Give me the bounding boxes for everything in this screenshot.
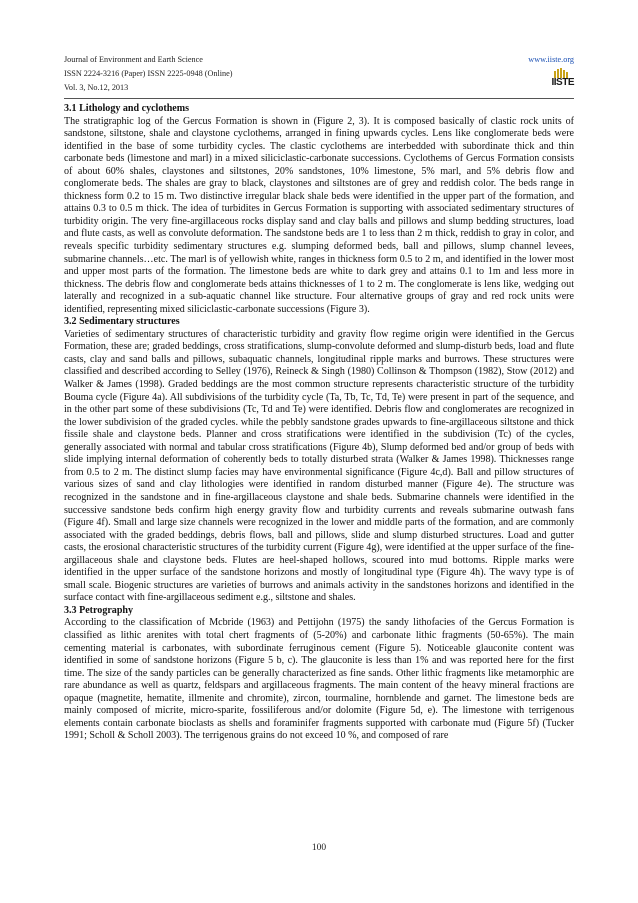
- section-paragraph: Varieties of sedimentary structures of characteristic turbidity and gravity flow regime origin were identified in the Gercus Formation, these are; graded beddings, cross stratifications, slump-convolute deformed and slump-disturb beds, load and flute casts, clay and sand balls and pillows, subaquatic channels, longitudinal ripple marks and burrows. These structures were classified and described according to Selley (1976), Reineck & Singh (1980) Collinson & Thompson (1982), Stow (2012) and Walker & James (1998). Graded beddings are the most common structure represents characteristic structure of the turbidity Bouma cycle (Figure 4a). All subdivisions of the turbidity cycle (Ta, Tb, Tc, Td, Te) were present in part of the sequence, and in the other part some of these subdivisions (Tc, Td and Te) were identified. Debris flow and conglomerates are recognized in the lower subdivision of the graded cycles. while the pebbly sandstone grades upwards to fine-argillaceous siltstone and thick fissile shale and claystone beds. Planner and cross stratifications were identified in the subdivision (Tc) of the cycles, generally associated with normal and tabular cross stratifications (Figure 4b), Slump deformed bed and/or group of beds with slide implying internal deformation of coherently beds to totally disturbed strata (Walker & James 1998). Thicknesses range from 0.5 to 2 m. The distinct slump facies may have environmental significance (Figure 4c,d). Ball and pillow structures of various sizes of sand and clay lithologies were identified in random disturbed manner (Figure 4e). The structure was recognized in the sandstone and in fine-argillaceous claystone and shale beds. Submarine channels were identified in the successive sandstone beds confirm high energy gravity flow and turbidity currents and reveals submarine outwash fans (Figure 4f). Small and large size channels were recognized in the lower and middle parts of the formation, and are commonly associated with the graded beddings, debris flows, ball and pillows, slide and slump disturbed structures. Load and gutter casts, the erosional characteristic structures of the turbidity current (Figure 4g), were identified at the upper surface of the fine-argillaceous shale and claystone beds. Flutes are heel-shaped hollows, scoured into mud bottoms. Ripple marks were identified in the upper surface of the sandstone horizons and mostly of longitudinal type (Figure 4h). The wavy type is of small scale. Biogenic structures are varieties of burrows and animals activity in the sandstones horizons and identified in the surface contact with fine-argillaceous sediment e.g., siltstone and shales.: [64, 328, 574, 604]
- logo-wordmark: IISTE: [551, 77, 574, 88]
- section-paragraph: According to the classification of Mcbride (1963) and Pettijohn (1975) the sandy lithofacies of the Gercus Formation is classified as lithic arenites with total chert fragments of (5-20%) and carbonate lithic fragments (50-65%). The main cementing material is carbonates, with subordinate ferruginous cement (Figure 5). Noticeable glauconite content was identified in some of sandstone horizons (Figure 5 b, c). The glauconite is less than 1% and was reported here for the first time. The size of the sandy particles can be generally characterized as fine sands. Other lithic fragments like metamorphic are rare abundance as well as quartz, feldspars and argillaceous fragments. The main content of the heavy mineral fractions are opaque (magnetite, hematite, illmenite and chromite), zircon, tourmaline, hornblende and garnet. The limestone beds are mainly composed of micrite, micro-sparite, fossiliferous and/or dolomite (Figure 5d, e). The limestone with terrigenous elements contain carbonate bioclasts as shells and foraminifer fragments supported with carbonate mud (Figure 5f) (Tucker 1991; Scholl & Scholl 2003). The terrigenous grains do not exceed 10 %, and composed of rare: [64, 617, 574, 742]
- section-paragraph: The stratigraphic log of the Gercus Formation is shown in (Figure 2, 3). It is composed basically of clastic rock units of sandstone, siltstone, shale and claystone cyclothems, arranged in fining upwards cycles. Lens like conglomerate beds were identified in the base of some turbidity cycles. The clastic cyclothems are interbedded with subordinate thick and thin carbonate beds (limestone and marl) in a mixed siliciclastic-carbonate successions. Cyclothems of Gercus Formation consists of about 60% shales, claystones and siltstones, 20% sandstones, 10% limestone, 5% marl, and 5% debris flow and conglomerate beds. The shales are gray to black, claystones and siltstones are of grey and reddish color. The beds range in thickness form 0.2 to 15 m. Two distinctive irregular black shale beds were identified in the upper part of the formation, and attains 0.3 to 0.5 m thick. The idea of turbidites in Gercus Formation is supporting with associated sedimentary structures of turbidity origin. The very fine-argillaceous rocks display sand and clay balls and pillows and slump bedding structures, load and flute casts, as well as convolute deformation. The sandstone beds are 1 to less than 2 m thick, reddish to gray in color, and reveals specific turbidity sedimentary structures e.g. slumping deformed beds, ball and pillows, slump channel levees, submarine channels…etc. The marl is of yellowish white, ranges in thickness form 0.5 to 2 m, and identified in the lower most and upper most parts of the formation. The limestone beds are white to dark grey and attains 0.1 to 1m and less more in thickness. The debris flow and conglomerate beds attains thicknesses of 1 to 2 m. The conglomerate is lens like, wedging out laterally and recognized in a sub-aquatic channel like structure. Four alternative groups of gray and red rock units were identified, representing mixed siliciclastic-carbonate successions (Figure 3).: [64, 115, 574, 315]
- volume-line: Vol. 3, No.12, 2013: [64, 83, 129, 92]
- journal-title: Journal of Environment and Earth Science: [64, 55, 203, 64]
- section-heading: 3.3 Petrography: [64, 604, 134, 616]
- iiste-logo: [548, 68, 574, 90]
- header-right: [528, 53, 574, 67]
- page-header: [64, 53, 574, 103]
- page-number: 100: [311, 843, 327, 853]
- journal-url-link[interactable]: www.iiste.org: [528, 55, 574, 64]
- section-heading: 3.2 Sedimentary structures: [64, 316, 180, 328]
- article-body: [64, 103, 574, 743]
- issn-line: ISSN 2224-3216 (Paper) ISSN 2225-0948 (Online): [64, 69, 233, 78]
- section-heading: 3.1 Lithology and cyclothems: [64, 103, 190, 114]
- header-left: [64, 53, 574, 95]
- header-divider: [64, 98, 574, 99]
